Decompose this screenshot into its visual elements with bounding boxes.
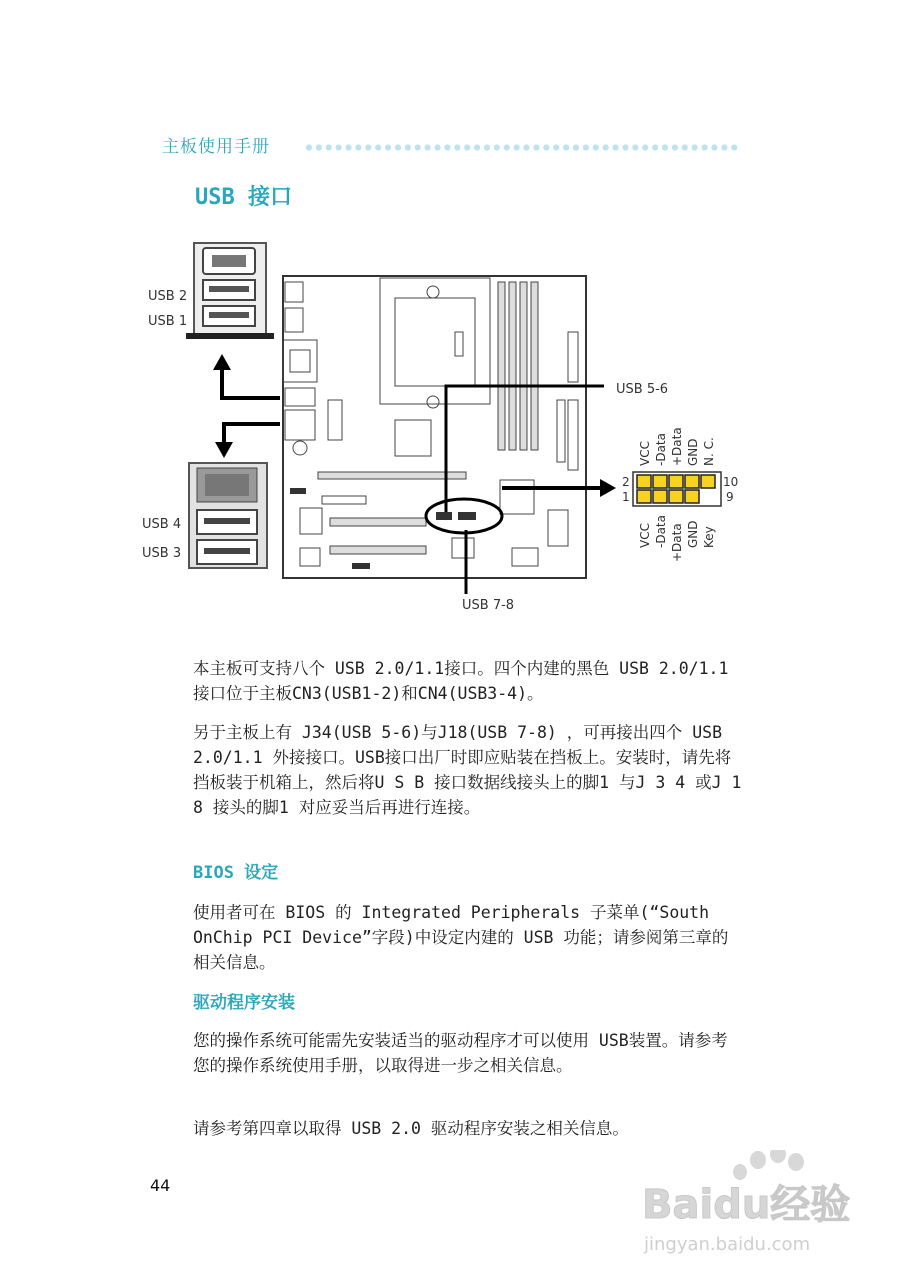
- page-number: 44: [150, 1176, 171, 1195]
- paragraph-driver-2: 请参考第四章以取得 USB 2.0 驱动程序安装之相关信息。: [193, 1119, 629, 1138]
- usb-pin-header: [633, 472, 721, 506]
- pin-label-top-3: +Data: [670, 427, 684, 466]
- usb-connector-diagram: [0, 220, 904, 620]
- usb-port-stack-bottom: [189, 463, 267, 568]
- paragraph-bios: 使用者可在 BIOS 的 Integrated Peripherals 子菜单(“South OnChip PCI Device”字段)中设定内建的 USB 功能；请参阅第三章的相关信息。: [193, 903, 729, 972]
- usb4-label: USB 4: [142, 517, 182, 532]
- usb-port-stack-top: [186, 243, 274, 339]
- pin-number-1: 1: [622, 490, 630, 504]
- usb2-label: USB 2: [148, 289, 188, 304]
- watermark-brand: Baidu经验: [642, 1182, 851, 1228]
- pin-label-bottom-4: GND: [686, 520, 700, 548]
- running-header: 主板使用手册: [162, 137, 270, 157]
- pin-label-top-5: N. C.: [702, 437, 716, 466]
- usb3-label: USB 3: [142, 546, 182, 561]
- pin-label-top-2: -Data: [654, 433, 668, 466]
- header-dot-rule: [304, 143, 738, 152]
- bios-heading: BIOS 设定: [193, 863, 279, 883]
- watermark-url: jingyan.baidu.com: [644, 1234, 811, 1255]
- paragraph-headers: 另于主板上有 J34(USB 5-6)与J18(USB 7-8) ，可再接出四个 USB 2.0/1.1 外接接口。USB接口出厂时即应贴装在挡板上。安装时，请先将挡板装于机箱上，然后将U S B 接口数据线接头上的脚1 与J 3 4 或J 1 8 接头的脚1 对应妥当后再进行连接。: [193, 723, 742, 817]
- section-title: USB 接口: [195, 185, 292, 210]
- usb78-label: USB 7-8: [462, 598, 515, 613]
- pin-label-top-1: VCC: [638, 441, 652, 466]
- pin-label-bottom-3: +Data: [670, 523, 684, 562]
- motherboard-outline: [283, 276, 586, 578]
- pin-label-bottom-5: Key: [702, 526, 716, 548]
- usb56-label: USB 5-6: [616, 382, 669, 397]
- usb1-label: USB 1: [148, 314, 188, 329]
- pin-label-bottom-1: VCC: [638, 523, 652, 548]
- pin-label-top-4: GND: [686, 438, 700, 466]
- paragraph-intro: 本主板可支持八个 USB 2.0/1.1接口。四个内建的黑色 USB 2.0/1.1 接口位于主板CN3(USB1-2)和CN4(USB3-4)。: [193, 659, 729, 703]
- pin-label-bottom-2: -Data: [654, 515, 668, 548]
- pin-number-10: 10: [723, 475, 739, 489]
- pin-number-2: 2: [622, 475, 630, 489]
- pin-number-9: 9: [726, 490, 734, 504]
- baidu-watermark: [630, 1150, 890, 1270]
- driver-heading: 驱动程序安装: [193, 993, 295, 1013]
- paw-icon: [733, 1150, 804, 1180]
- paragraph-driver-1: 您的操作系统可能需先安装适当的驱动程序才可以使用 USB装置。请参考您的操作系统使用手册，以取得进一步之相关信息。: [193, 1031, 728, 1075]
